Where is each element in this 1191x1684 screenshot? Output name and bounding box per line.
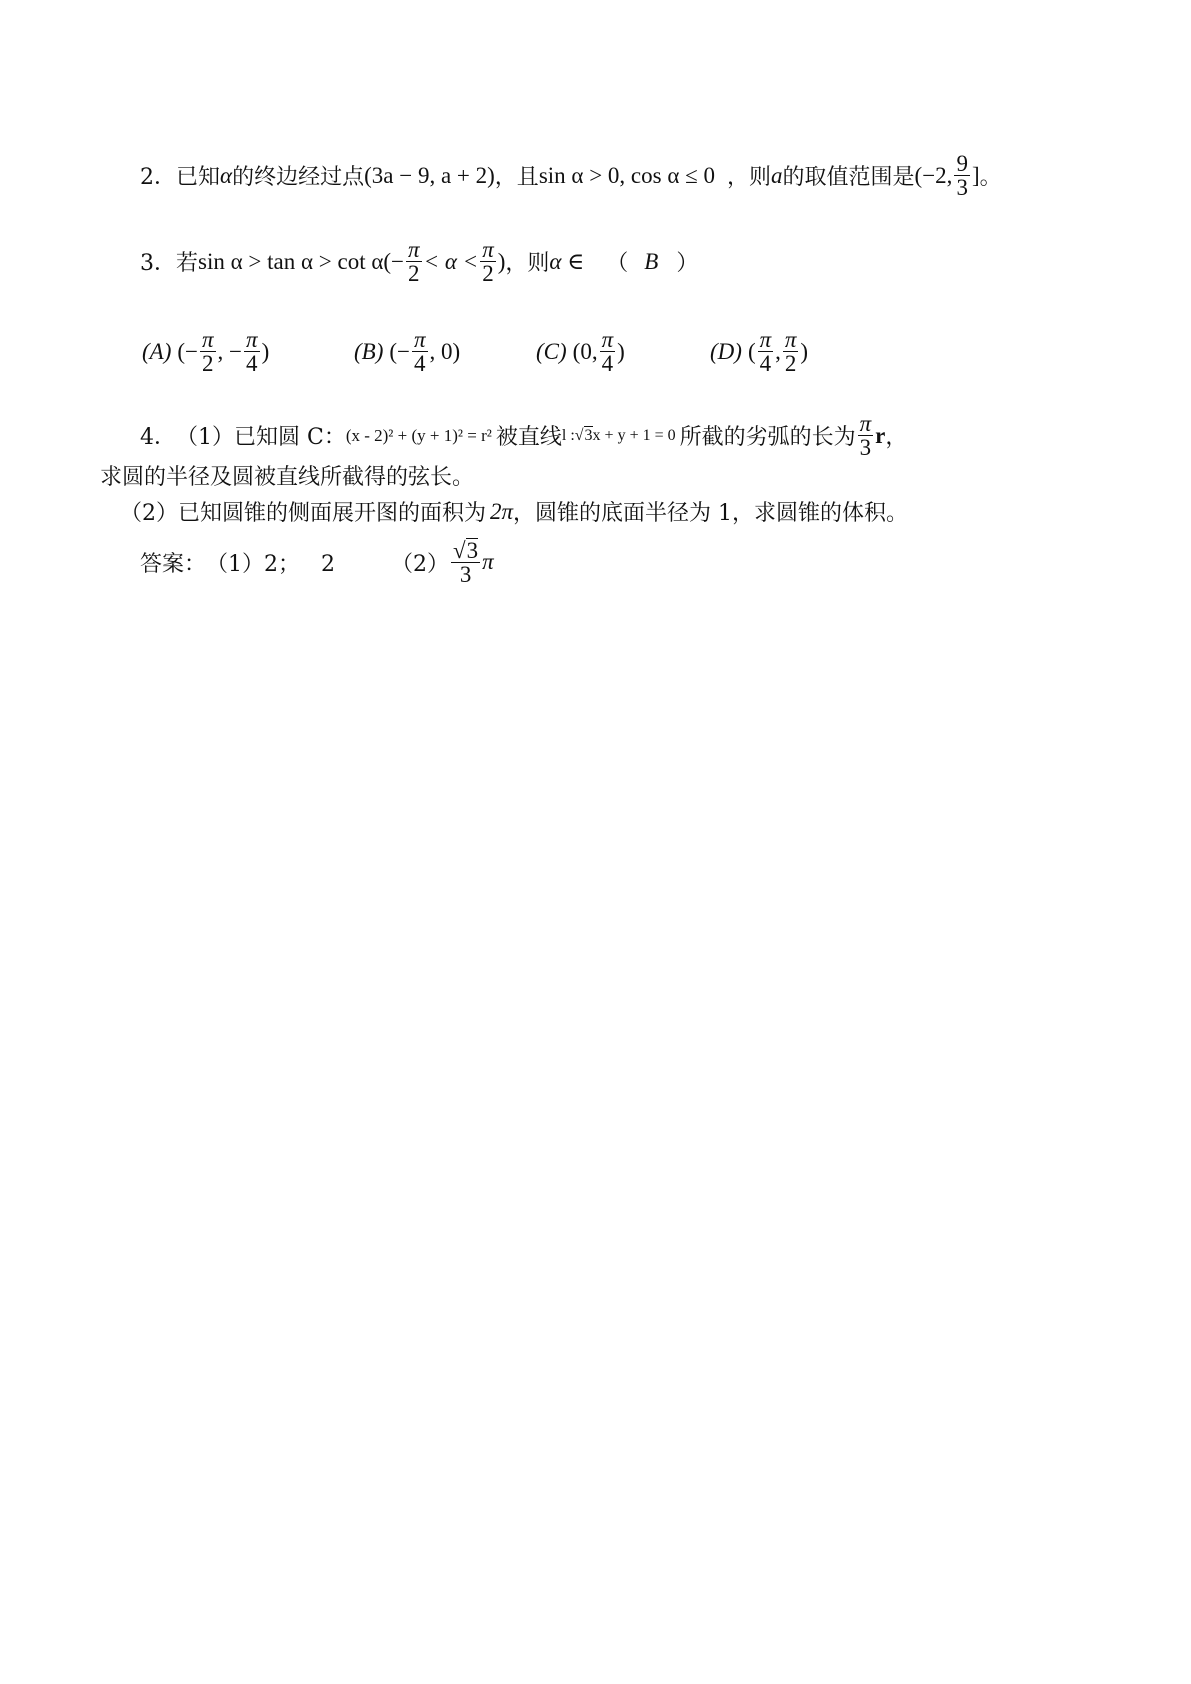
denominator: 2	[202, 351, 214, 377]
math-condition: sin α > 0, cos α ≤ 0	[538, 162, 716, 188]
math-point: (3a − 9, a + 2)	[364, 162, 495, 188]
option-c	[536, 328, 625, 376]
question-number: 2．	[140, 165, 176, 191]
math-range-open: (−2,	[914, 162, 953, 188]
numerator: π	[202, 327, 214, 352]
math: (0,	[572, 338, 598, 364]
text: ，则	[727, 165, 772, 191]
numerator: π	[246, 327, 258, 352]
question-3	[140, 238, 698, 286]
fraction-pi-over-3	[858, 412, 874, 460]
text: 求圆的半径及圆被直线所截得的弦长。	[100, 465, 475, 490]
denominator: 3	[459, 562, 472, 588]
sqrt-symbol: √	[574, 426, 584, 444]
denominator: 3	[859, 435, 872, 461]
answer-line	[140, 538, 494, 587]
math: , 0)	[429, 338, 461, 364]
numerator: π	[601, 327, 614, 352]
math-inequality: sin α > tan α > cot α(−	[198, 248, 405, 274]
question-number: 4．	[140, 425, 176, 451]
sqrt-symbol: √	[453, 538, 466, 563]
math: )	[617, 338, 625, 364]
denominator: 2	[784, 351, 797, 377]
question-4-continuation	[100, 460, 474, 491]
answer-choice: B	[644, 248, 659, 274]
text: 若	[176, 251, 199, 277]
numerator: π	[408, 237, 420, 262]
math-circle-equation: (x - 2)² + (y + 1)² = r²	[345, 425, 492, 445]
math-alpha-in: α ∈	[549, 248, 585, 274]
question-number: 3．	[140, 251, 176, 277]
denominator: 4	[414, 351, 426, 377]
numerator: π	[414, 327, 426, 352]
fraction	[758, 328, 774, 376]
math-two-pi: 2π	[490, 498, 514, 524]
option-label: (A)	[142, 338, 172, 364]
fraction	[200, 328, 216, 376]
math: (	[747, 338, 756, 364]
text: ，且	[494, 165, 539, 191]
math-lt: < α <	[423, 248, 479, 274]
option-label: (C)	[536, 338, 567, 364]
option-b	[354, 328, 460, 376]
text: （2）已知圆锥的侧面展开图的面积为	[120, 501, 486, 526]
paren-open: （	[606, 251, 629, 277]
numerator: π	[859, 411, 872, 436]
numerator: π	[759, 327, 772, 352]
math-root: 3	[584, 427, 593, 445]
denominator: 2	[482, 261, 494, 287]
numerator: π	[482, 237, 494, 262]
option-label: (B)	[354, 338, 384, 364]
numerator: π	[784, 327, 797, 352]
denominator: 4	[246, 351, 258, 377]
math: , −	[217, 338, 243, 364]
question-2	[140, 152, 1002, 200]
denominator: 4	[601, 351, 614, 377]
option-d	[710, 328, 808, 376]
text: 的取值范围是	[782, 165, 915, 191]
math: (−	[389, 338, 411, 364]
math-a: a	[771, 162, 783, 188]
fraction	[412, 328, 428, 376]
math-line-equation: x + y + 1 = 0	[592, 426, 676, 444]
fraction-root3-over-3	[451, 538, 480, 587]
math-pi: π	[482, 549, 494, 575]
text: ，则	[505, 251, 550, 277]
denominator: 2	[408, 261, 420, 287]
math-alpha: α	[220, 162, 233, 188]
fraction-nine-thirds	[954, 152, 970, 200]
math-range-close: ]	[971, 162, 980, 188]
denominator: 4	[759, 351, 772, 377]
question-4	[140, 412, 907, 460]
text: 的终边经过点	[232, 165, 365, 191]
math-line-label: l :	[561, 426, 575, 444]
math-close: )	[497, 248, 506, 274]
numerator	[451, 538, 480, 563]
question-4-part-2	[120, 496, 908, 527]
text: 被直线	[495, 425, 562, 451]
option-label: (D)	[710, 338, 742, 364]
answer-part-1: （1）2； 2	[206, 551, 335, 577]
paren-close: ）	[676, 251, 699, 277]
fraction-pi-over-2	[406, 238, 422, 286]
text-end: 。	[979, 165, 1002, 191]
math-root: 3	[466, 538, 479, 563]
answer-label: 答案：	[140, 551, 207, 577]
math-r: r	[875, 422, 886, 448]
fraction	[600, 328, 616, 376]
text: 已知	[176, 165, 221, 191]
math: )	[261, 338, 270, 364]
math: (−	[177, 338, 199, 364]
text: 所截的劣弧的长为	[679, 425, 856, 451]
text: （1）已知圆 C：	[176, 425, 346, 451]
fraction-pi-over-2	[480, 238, 496, 286]
math: )	[800, 338, 809, 364]
option-a	[142, 328, 269, 376]
text: ，圆锥的底面半径为 1，求圆锥的体积。	[513, 501, 909, 526]
math: ,	[775, 338, 781, 364]
numerator: 9	[956, 151, 968, 176]
answer-part-2-label: （2）	[391, 551, 449, 577]
text: ，	[885, 425, 908, 451]
denominator: 3	[956, 175, 968, 201]
fraction	[244, 328, 260, 376]
fraction	[783, 328, 799, 376]
